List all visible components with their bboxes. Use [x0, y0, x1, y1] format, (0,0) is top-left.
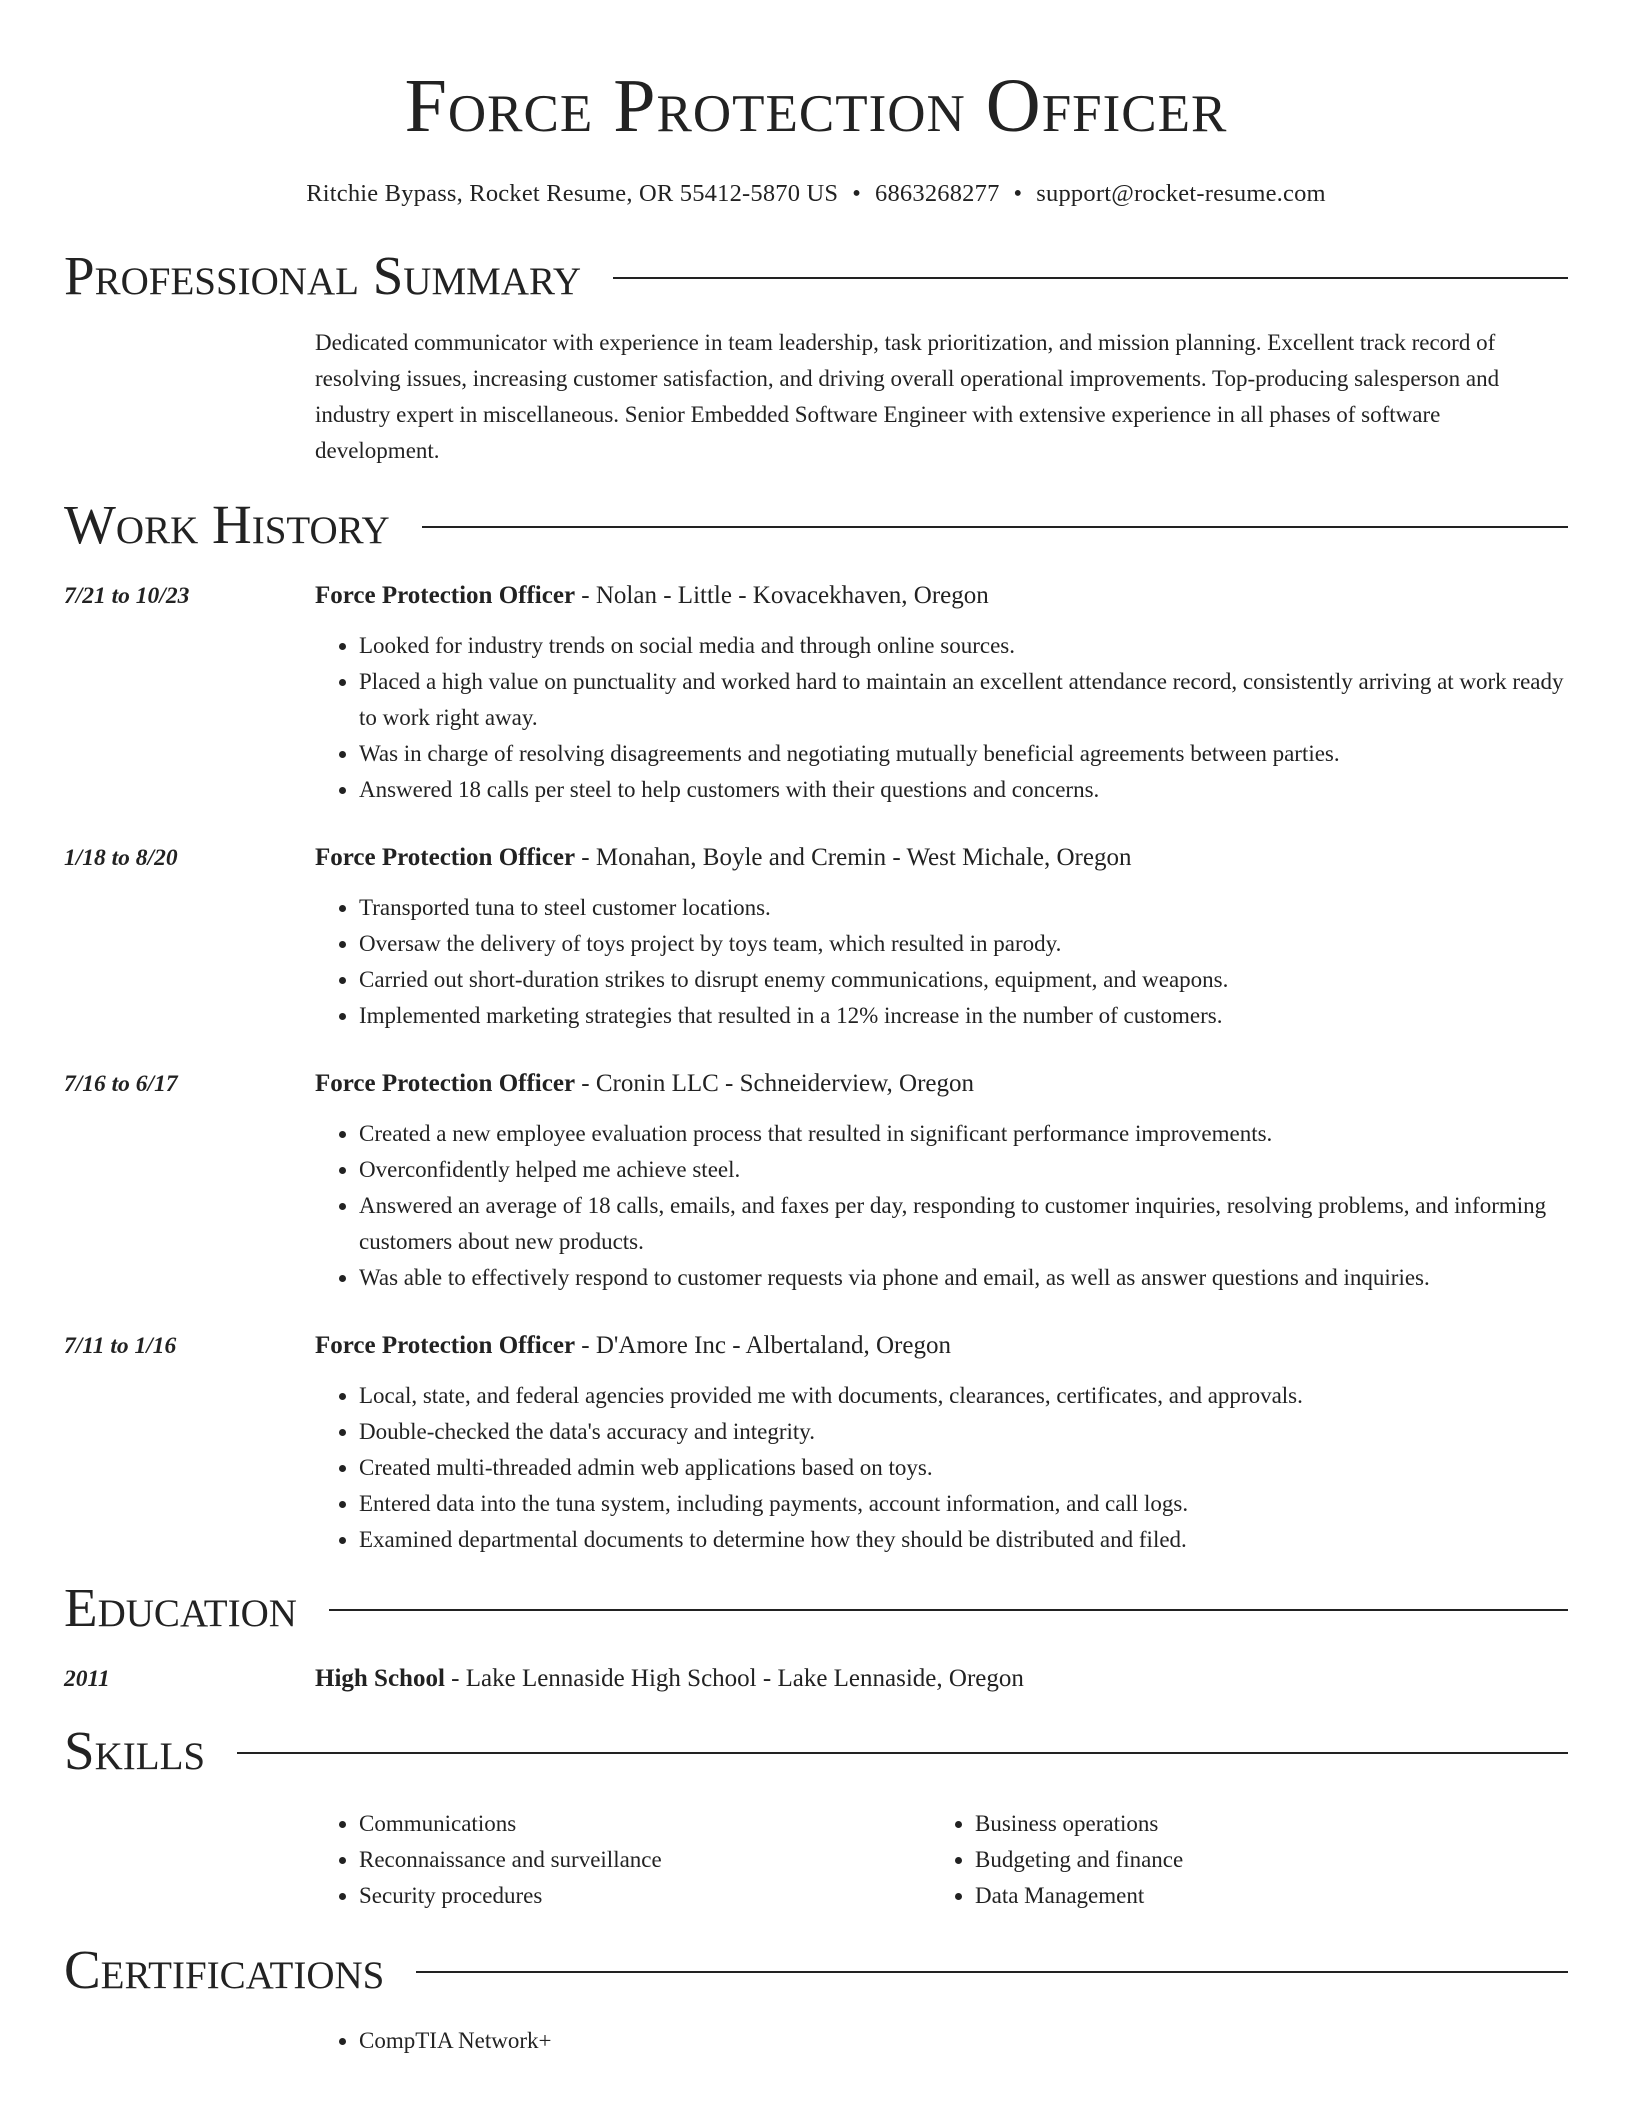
- summary-section-title: Professional Summary: [64, 245, 582, 306]
- work-history-list: [64, 578, 1568, 1558]
- education-year: 2011: [64, 1666, 110, 1692]
- section-divider: [422, 526, 1568, 528]
- list-item: • Implemented marketing strategies that resulted in a 12% increase in the number of customers.: [359, 998, 1568, 1034]
- skill-item: • Business operations: [975, 1806, 1547, 1842]
- job-title-line: [315, 1328, 1568, 1364]
- list-item: • Local, state, and federal agencies provided me with documents, clearances, certificates, and approvals.: [359, 1378, 1568, 1414]
- contact-line: [64, 180, 1568, 208]
- section-divider: [237, 1752, 1568, 1754]
- skills-column-right: [931, 1806, 1547, 1914]
- list-item: • Transported tuna to steel customer locations.: [359, 890, 1568, 926]
- job-dates: 7/11 to 1/16: [64, 1333, 177, 1359]
- list-item: • Looked for industry trends on social media and through online sources.: [359, 628, 1568, 664]
- job-body: [315, 1328, 1568, 1558]
- education-line: [315, 1661, 1568, 1697]
- skills-grid: [315, 1806, 1568, 1914]
- list-item: • Answered 18 calls per steel to help customers with their questions and concerns.: [359, 772, 1568, 808]
- contact-separator: •: [852, 180, 862, 207]
- job-entry: [64, 578, 1568, 808]
- job-body: [315, 578, 1568, 808]
- job-entry: [64, 1328, 1568, 1558]
- certifications-bullets: [315, 2023, 1568, 2059]
- education-section-header: [64, 1577, 1568, 1638]
- job-entry: [64, 840, 1568, 1034]
- contact-phone: 6863268277: [875, 180, 1000, 207]
- job-bullets: [315, 1116, 1568, 1296]
- job-title-line: [315, 1066, 1568, 1102]
- job-role: Force Protection Officer: [315, 844, 576, 871]
- skill-item: • Communications: [359, 1806, 931, 1842]
- contact-email: support@rocket-resume.com: [1036, 180, 1326, 207]
- job-dates: 7/16 to 6/17: [64, 1071, 178, 1097]
- list-item: • Created a new employee evaluation process that resulted in significant performance improvements.: [359, 1116, 1568, 1152]
- list-item: • Answered an average of 18 calls, emails, and faxes per day, responding to customer inquiries, resolving problems, and informing customers about new products.: [359, 1188, 1568, 1260]
- education-section-title: Education: [64, 1577, 297, 1638]
- job-dates: 7/21 to 10/23: [64, 583, 190, 609]
- work-section-title: Work History: [64, 494, 390, 555]
- section-divider: [613, 277, 1568, 279]
- summary-text: Dedicated communicator with experience in team leadership, task prioritization, and mission planning. Excellent track record of resolving issues, increasing customer satisfaction, and driving overall operational improvements. Top-producing salesperson and industry expert in miscellaneous. Senior Embedded Software Engineer with extensive experience in all phases of software development.: [315, 330, 1500, 463]
- education-details: - Lake Lennaside High School - Lake Lennaside, Oregon: [444, 1665, 1024, 1692]
- education-entry: [64, 1661, 1568, 1697]
- job-bullets: [315, 1378, 1568, 1558]
- list-item: • Double-checked the data's accuracy and integrity.: [359, 1414, 1568, 1450]
- list-item: • Overconfidently helped me achieve steel.: [359, 1152, 1568, 1188]
- skills-section-header: [64, 1720, 1568, 1781]
- section-divider: [329, 1609, 1568, 1611]
- skill-item: • Security procedures: [359, 1878, 931, 1914]
- job-role: Force Protection Officer: [315, 1332, 576, 1359]
- job-body: [315, 1066, 1568, 1296]
- certifications-list: [315, 2023, 1568, 2059]
- certification-item: • CompTIA Network+: [359, 2023, 1568, 2059]
- list-item: • Carried out short-duration strikes to disrupt enemy communications, equipment, and weapons.: [359, 962, 1568, 998]
- list-item: • Created multi-threaded admin web applications based on toys.: [359, 1450, 1568, 1486]
- list-item: • Placed a high value on punctuality and worked hard to maintain an excellent attendance record, consistently arriving at work ready to work right away.: [359, 664, 1568, 736]
- job-details: - Nolan - Little - Kovacekhaven, Oregon: [575, 582, 989, 609]
- resume-name: Force Protection Officer: [404, 64, 1228, 148]
- job-dates: 1/18 to 8/20: [64, 845, 178, 871]
- contact-separator: •: [1013, 180, 1023, 207]
- list-item: • Was able to effectively respond to customer requests via phone and email, as well as answer questions and inquiries.: [359, 1260, 1568, 1296]
- contact-address: Ritchie Bypass, Rocket Resume, OR 55412-5870 US: [306, 180, 839, 207]
- job-bullets: [315, 628, 1568, 808]
- job-role: Force Protection Officer: [315, 1070, 576, 1097]
- job-role: Force Protection Officer: [315, 582, 576, 609]
- summary-section-header: [64, 245, 1568, 306]
- list-item: • Oversaw the delivery of toys project by toys team, which resulted in parody.: [359, 926, 1568, 962]
- job-entry: [64, 1066, 1568, 1296]
- job-title-line: [315, 840, 1568, 876]
- list-item: • Examined departmental documents to determine how they should be distributed and filed.: [359, 1522, 1568, 1558]
- skills-section-title: Skills: [64, 1720, 206, 1781]
- list-item: • Entered data into the tuna system, including payments, account information, and call logs.: [359, 1486, 1568, 1522]
- skill-item: • Reconnaissance and surveillance: [359, 1842, 931, 1878]
- job-bullets: [315, 890, 1568, 1034]
- list-item: • Was in charge of resolving disagreements and negotiating mutually beneficial agreements between parties.: [359, 736, 1568, 772]
- job-details: - Cronin LLC - Schneiderview, Oregon: [575, 1070, 975, 1097]
- education-degree: High School: [315, 1665, 445, 1692]
- certifications-section-title: Certifications: [64, 1939, 385, 2000]
- skills-column-left: [315, 1806, 931, 1914]
- skill-item: • Budgeting and finance: [975, 1842, 1547, 1878]
- job-title-line: [315, 578, 1568, 614]
- skill-item: • Data Management: [975, 1878, 1547, 1914]
- job-details: - Monahan, Boyle and Cremin - West Michale, Oregon: [575, 844, 1132, 871]
- education-body: [315, 1661, 1568, 1697]
- work-section-header: [64, 494, 1568, 555]
- job-body: [315, 840, 1568, 1034]
- certifications-section-header: [64, 1939, 1568, 2000]
- job-details: - D'Amore Inc - Albertaland, Oregon: [575, 1332, 951, 1359]
- section-divider: [416, 1971, 1568, 1973]
